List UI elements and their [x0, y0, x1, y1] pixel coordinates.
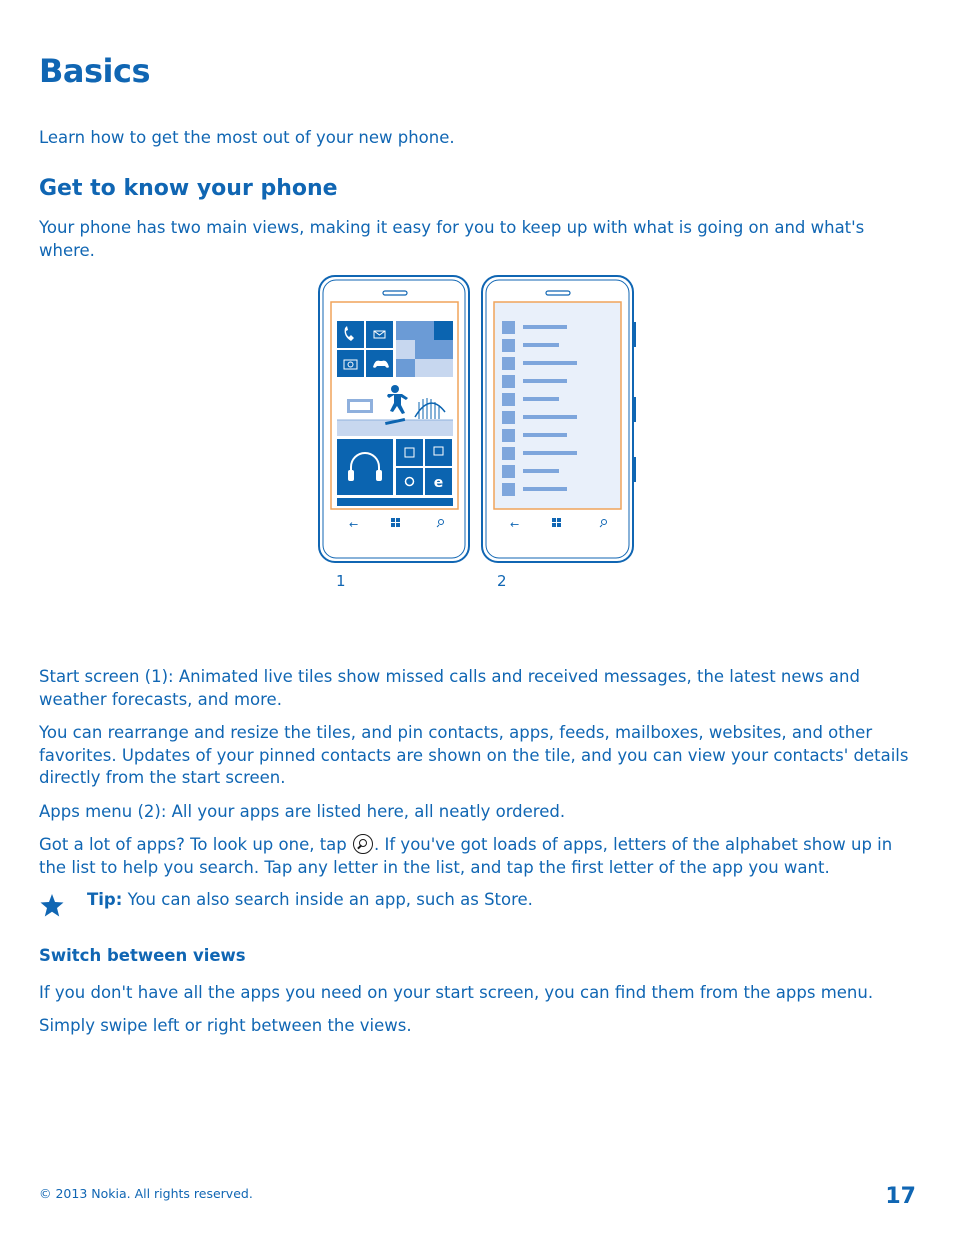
section-heading: Get to know your phone: [39, 176, 338, 201]
lookup-text-before: Got a lot of apps? To look up one, tap: [39, 835, 353, 854]
svg-text:e: e: [433, 475, 444, 491]
section-description: Your phone has two main views, making it easy for you to keep up with what is going on and what's where.: [39, 218, 865, 260]
intro-text: Learn how to get the most out of your new phone.: [39, 128, 455, 147]
tip: [87, 889, 533, 912]
phones-illustration: [315, 272, 640, 567]
subsection-paragraph-2: Simply swipe left or right between the views.: [39, 1016, 412, 1035]
star-icon: [39, 892, 65, 918]
lookup-text-after: . If you've got loads of apps, letters of the alphabet show up in the list to help you search. Tap any letter in the list, and tap the first letter of the app you want.: [39, 835, 893, 877]
search-icon: [353, 834, 373, 854]
svg-text:←: ←: [349, 518, 359, 531]
lookup-paragraph: [39, 834, 919, 879]
rearrange-paragraph: You can rearrange and resize the tiles, and pin contacts, apps, feeds, mailboxes, websites, and other favorites. Updates of your pinned contacts are shown on the tile, and you can view your contacts' details directly from the start screen.: [39, 723, 909, 787]
svg-text:←: ←: [510, 518, 520, 531]
subsection-paragraph-1: If you don't have all the apps you need on your start screen, you can find them from the apps menu.: [39, 983, 874, 1002]
page-number: 17: [885, 1184, 916, 1209]
figure-label-2: 2: [497, 572, 507, 590]
copyright: © 2013 Nokia. All rights reserved.: [39, 1186, 253, 1201]
phone-start-screen: [319, 276, 469, 562]
page-title: Basics: [39, 52, 151, 90]
start-screen-paragraph: Start screen (1): Animated live tiles show missed calls and received messages, the latest news and weather forecasts, and more.: [39, 667, 860, 709]
figure-label-1: 1: [336, 572, 346, 590]
apps-menu-paragraph: Apps menu (2): All your apps are listed here, all neatly ordered.: [39, 802, 566, 821]
tip-label: Tip:: [87, 890, 123, 909]
subsection-heading: Switch between views: [39, 946, 246, 965]
phone-apps-menu: [482, 276, 636, 562]
tip-text: You can also search inside an app, such as Store.: [122, 890, 533, 909]
